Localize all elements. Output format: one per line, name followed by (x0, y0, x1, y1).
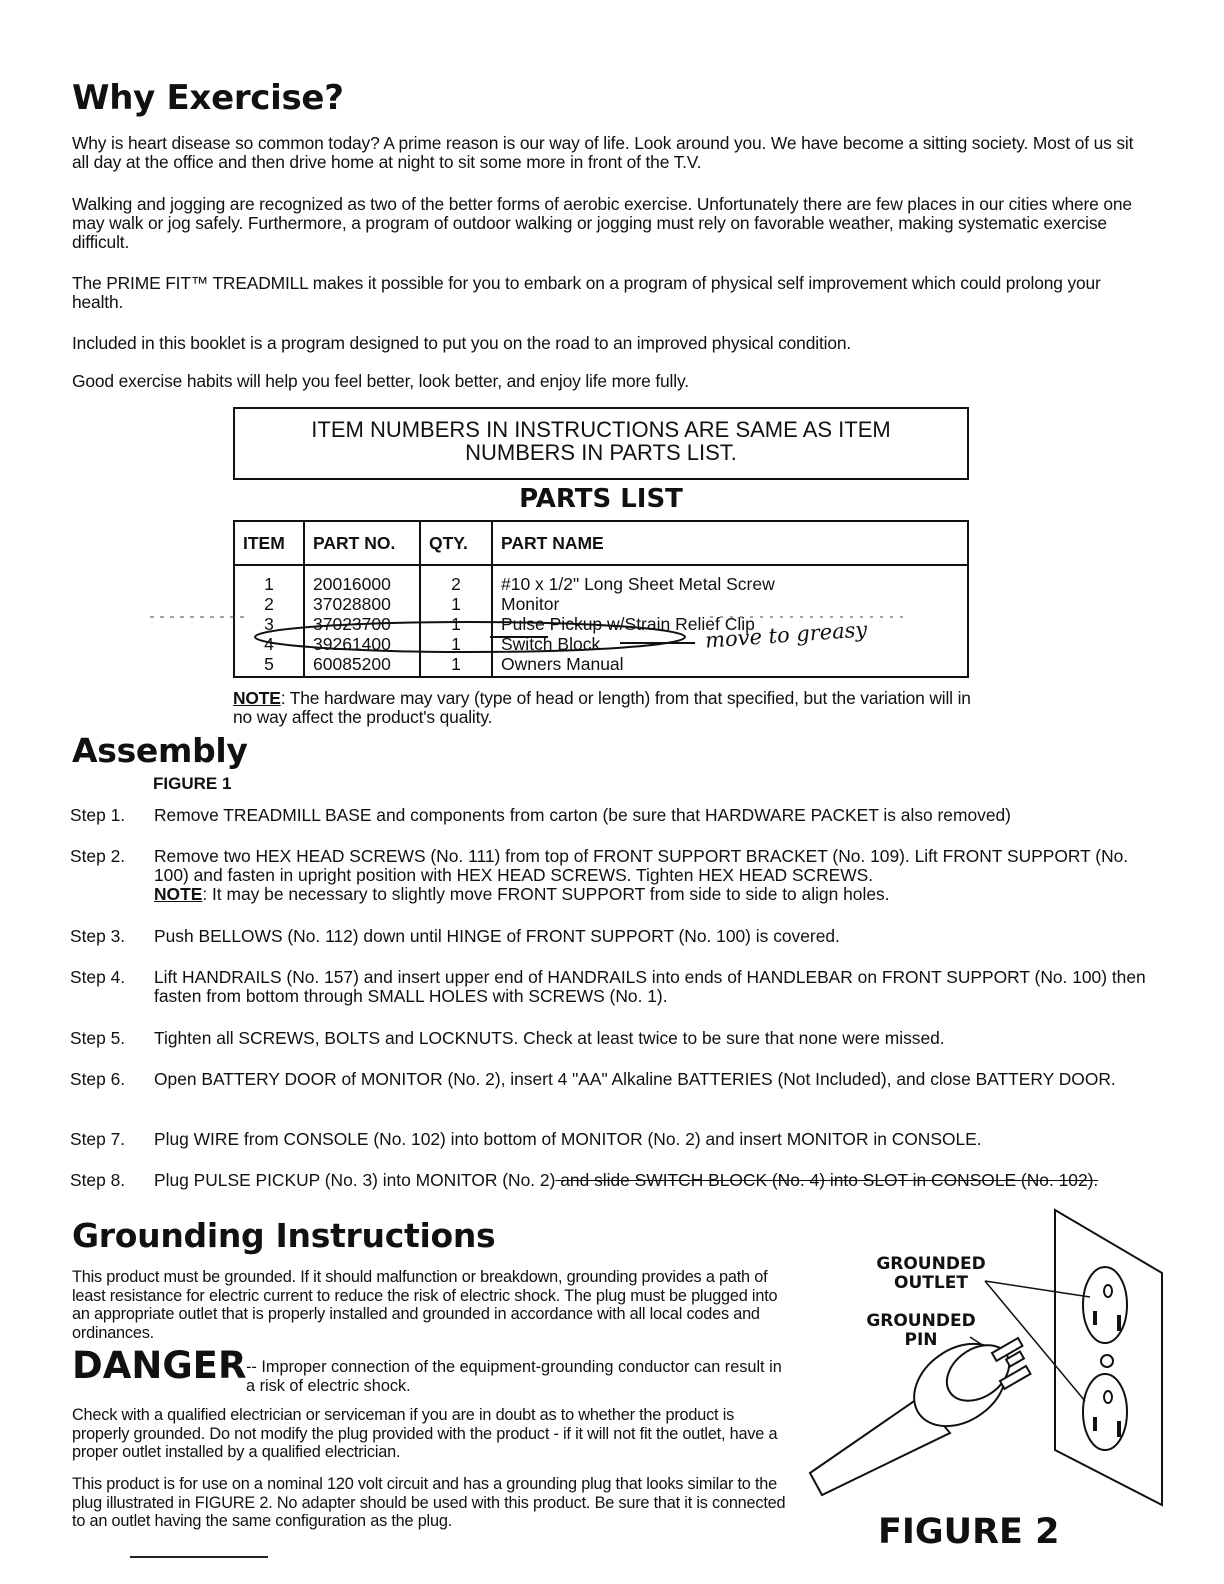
cell-part-no: 37023700 (304, 614, 420, 634)
cell-qty: 1 (420, 594, 492, 614)
step-text: Open BATTERY DOOR of MONITOR (No. 2), insert 4 "AA" Alkaline BATTERIES (Not Included), and close BATTERY DOOR. (154, 1069, 1116, 1089)
step-8-struck-text: and slide SWITCH BLOCK (No. 4) into SLOT in CONSOLE (No. 102). (555, 1170, 1099, 1190)
danger-warning (72, 1344, 792, 1400)
step-text: Push BELLOWS (No. 112) down until HINGE of FRONT SUPPORT (No. 100) is covered. (154, 926, 840, 946)
outlet-lower (1083, 1374, 1127, 1450)
cell-qty: 2 (420, 565, 492, 594)
cell-qty: 1 (420, 654, 492, 677)
step-text (154, 1171, 1160, 1190)
section-title-assembly: Assembly (72, 731, 248, 770)
section-title-grounding: Grounding Instructions (72, 1216, 496, 1255)
why-paragraph-1: Why is heart disease so common today? A prime reason is our way of life. Look around you. We have become a sitting society. Most of us sit all day at the office and then drive home at night to sit some more in front of the T.V. (72, 133, 1134, 172)
parts-note-label: NOTE (233, 688, 281, 708)
step-2-note-text: : It may be necessary to slightly move FRONT SUPPORT from side to side to align holes. (202, 884, 890, 904)
assembly-step-7 (70, 1130, 1160, 1149)
table-row (234, 565, 968, 594)
cell-part-no: 20016000 (304, 565, 420, 594)
figure-1-label: FIGURE 1 (153, 774, 232, 793)
parts-note (233, 689, 973, 727)
assembly-step-5 (70, 1029, 1160, 1048)
header-part-no: PART NO. (304, 521, 420, 565)
cell-qty: 1 (420, 634, 492, 654)
grounded-plug-illustration (800, 1205, 1170, 1525)
step-number: Step 4. (70, 967, 126, 987)
cell-part-name: Owners Manual (492, 654, 968, 677)
cell-item: 2 (234, 594, 304, 614)
step-number: Step 8. (70, 1170, 126, 1190)
step-text: Remove TREADMILL BASE and components from carton (be sure that HARDWARE PACKET is also removed) (154, 805, 1011, 825)
assembly-step-8 (70, 1171, 1160, 1190)
step-number: Step 7. (70, 1129, 126, 1149)
cell-part-name: Monitor (492, 594, 968, 614)
cell-item: 1 (234, 565, 304, 594)
cell-part-no: 60085200 (304, 654, 420, 677)
step-text: Lift HANDRAILS (No. 157) and insert upper end of HANDRAILS into ends of HANDLEBAR on FRONT SUPPORT (No. 100) then fasten from bottom through SMALL HOLES with SCREWS (No. 1). (154, 967, 1146, 1006)
parts-note-text: : The hardware may vary (type of head or length) from that specified, but the variation will in no way affect the product's quality. (233, 688, 971, 727)
danger-word: DANGER (72, 1344, 247, 1387)
step-8-body: Plug PULSE PICKUP (No. 3) into MONITOR (No. 2) (154, 1170, 556, 1190)
step-text (154, 847, 1160, 904)
assembly-step-2 (70, 847, 1160, 904)
bottom-rule (130, 1556, 268, 1558)
grounding-paragraph-3: This product is for use on a nominal 120 volt circuit and has a grounding plug that looks similar to the plug illustrated in FIGURE 2. No adapter should be used with this product. Be sure that it is connected to an outlet having the same configuration as the plug. (72, 1475, 786, 1530)
grounding-paragraph-1: This product must be grounded. If it should malfunction or breakdown, grounding provides a path of least resistance for electric current to reduce the risk of electric shock. The plug must be plugged into an appropriate outlet that is properly installed and grounded in accordance with all local codes and ordinances. (72, 1268, 778, 1342)
item-numbers-notice (233, 407, 969, 480)
cell-part-no: 37028800 (304, 594, 420, 614)
outlet-upper (1083, 1267, 1127, 1343)
cell-qty: 1 (420, 614, 492, 634)
plug (810, 1327, 1030, 1495)
step-text: Plug WIRE from CONSOLE (No. 102) into bottom of MONITOR (No. 2) and insert MONITOR in CONSOLE. (154, 1129, 982, 1149)
why-paragraph-5: Good exercise habits will help you feel better, look better, and enjoy life more fully. (72, 371, 689, 391)
step-2-note-label: NOTE (154, 884, 203, 904)
label-grounded-pin: GROUNDED PIN (866, 1311, 976, 1350)
step-number: Step 3. (70, 926, 126, 946)
step-number: Step 2. (70, 846, 126, 866)
cell-item: 4 (234, 634, 304, 654)
step-number: Step 5. (70, 1028, 126, 1048)
header-item: ITEM (234, 521, 304, 565)
cell-part-name: Pulse Pickup w/Strain Relief Clip (492, 614, 968, 634)
step-number: Step 1. (70, 805, 126, 825)
cell-item: 3 (234, 614, 304, 634)
danger-text: -- Improper connection of the equipment-grounding conductor can result in a risk of electric shock. (246, 1358, 782, 1395)
why-paragraph-4: Included in this booklet is a program designed to put you on the road to an improved physical condition. (72, 333, 852, 353)
parts-table-header (234, 521, 968, 565)
cell-part-name: Switch Block (492, 634, 968, 654)
step-2-body: Remove two HEX HEAD SCREWS (No. 111) from top of FRONT SUPPORT BRACKET (No. 109). Lift FRONT SUPPORT (No. 100) and fasten in upright position with HEX HEAD SCREWS. Tighten HEX HEAD SCREWS. (154, 846, 1129, 885)
section-title-why-exercise: Why Exercise? (72, 78, 344, 118)
assembly-step-3 (70, 927, 1160, 946)
figure-2-caption: FIGURE 2 (878, 1512, 1060, 1552)
assembly-step-6 (70, 1070, 1160, 1089)
label-grounded-outlet: GROUNDED OUTLET (876, 1254, 986, 1293)
parts-list-title: PARTS LIST (519, 484, 683, 514)
why-paragraph-3: The PRIME FIT™ TREADMILL makes it possible for you to embark on a program of physical self improvement which could prolong your health. (72, 273, 1101, 312)
item-numbers-notice-text: ITEM NUMBERS IN INSTRUCTIONS ARE SAME AS ITEM NUMBERS IN PARTS LIST. (311, 417, 891, 465)
header-part-name: PART NAME (492, 521, 968, 565)
grounding-paragraph-2: Check with a qualified electrician or serviceman if you are in doubt as to whether the product is properly grounded. Do not modify the plug provided with the product - if it will not fit the outlet, have a proper outlet installed by a qualified electrician. (72, 1406, 778, 1461)
cell-part-name: #10 x 1/2" Long Sheet Metal Screw (492, 565, 968, 594)
step-number: Step 6. (70, 1069, 126, 1089)
why-paragraph-2: Walking and jogging are recognized as two of the better forms of aerobic exercise. Unfortunately there are few places in our cities where one may walk or jog safely. Furthermore, a program of outdoor walking or jogging must rely on favorable weather, making systematic exercise difficult. (72, 194, 1132, 252)
header-qty: QTY. (420, 521, 492, 565)
cell-item: 5 (234, 654, 304, 677)
wall-plate (1055, 1210, 1162, 1505)
assembly-step-4 (70, 968, 1160, 1006)
cell-part-no: 39261400 (304, 634, 420, 654)
step-text: Tighten all SCREWS, BOLTS and LOCKNUTS. Check at least twice to be sure that none were missed. (154, 1028, 945, 1048)
assembly-step-1 (70, 806, 1160, 825)
handwritten-note: move to greasy (704, 617, 868, 653)
